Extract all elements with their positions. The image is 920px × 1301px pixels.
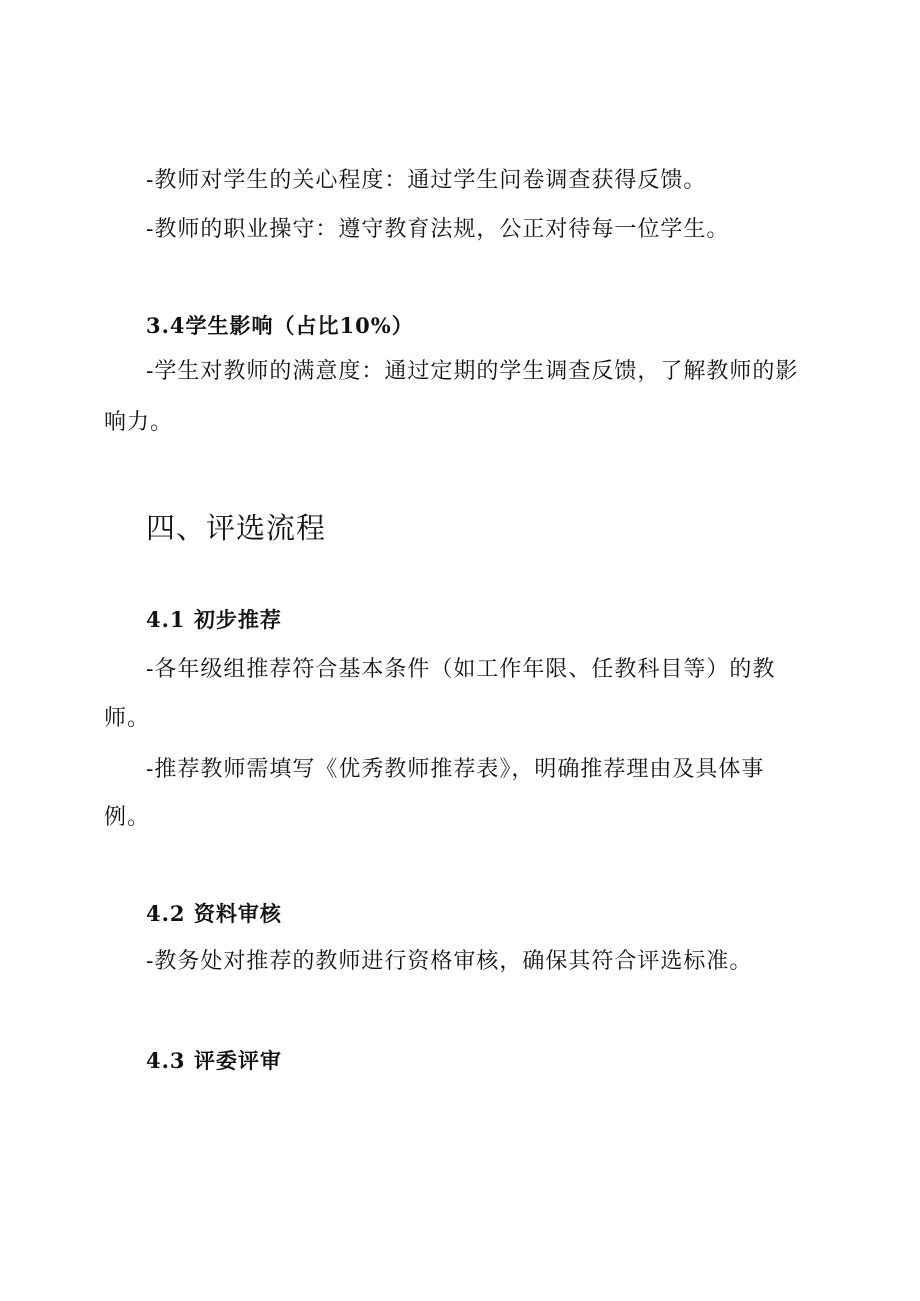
recommend-item1-line2: 师。 bbox=[104, 706, 151, 731]
review-item1: -教务处对推荐的教师进行资格审核，确保其符合评选标准。 bbox=[146, 949, 753, 974]
criterion-satisfaction-line1: -学生对教师的满意度：通过定期的学生调查反馈，了解教师的影 bbox=[146, 359, 799, 384]
criterion-satisfaction-line2: 响力。 bbox=[104, 410, 174, 435]
section-4-3-heading: 4.3 评委评审 bbox=[146, 1048, 282, 1073]
recommend-item2-line1: -推荐教师需填写《优秀教师推荐表》，明确推荐理由及具体事 bbox=[146, 757, 765, 782]
section-4-1-heading: 4.1 初步推荐 bbox=[146, 607, 282, 632]
section-3-4-heading: 3.4学生影响（占比10%） bbox=[146, 313, 414, 338]
criterion-ethics: -教师的职业操守：遵守教育法规，公正对待每一位学生。 bbox=[146, 217, 730, 242]
recommend-item2-line2: 例。 bbox=[104, 805, 151, 830]
section-4-title: 四、评选流程 bbox=[146, 511, 327, 545]
recommend-item1-line1: -各年级组推荐符合基本条件（如工作年限、任教科目等）的教 bbox=[146, 657, 776, 682]
criterion-care: -教师对学生的关心程度：通过学生问卷调查获得反馈。 bbox=[146, 168, 707, 193]
section-4-2-heading: 4.2 资料审核 bbox=[146, 901, 282, 926]
